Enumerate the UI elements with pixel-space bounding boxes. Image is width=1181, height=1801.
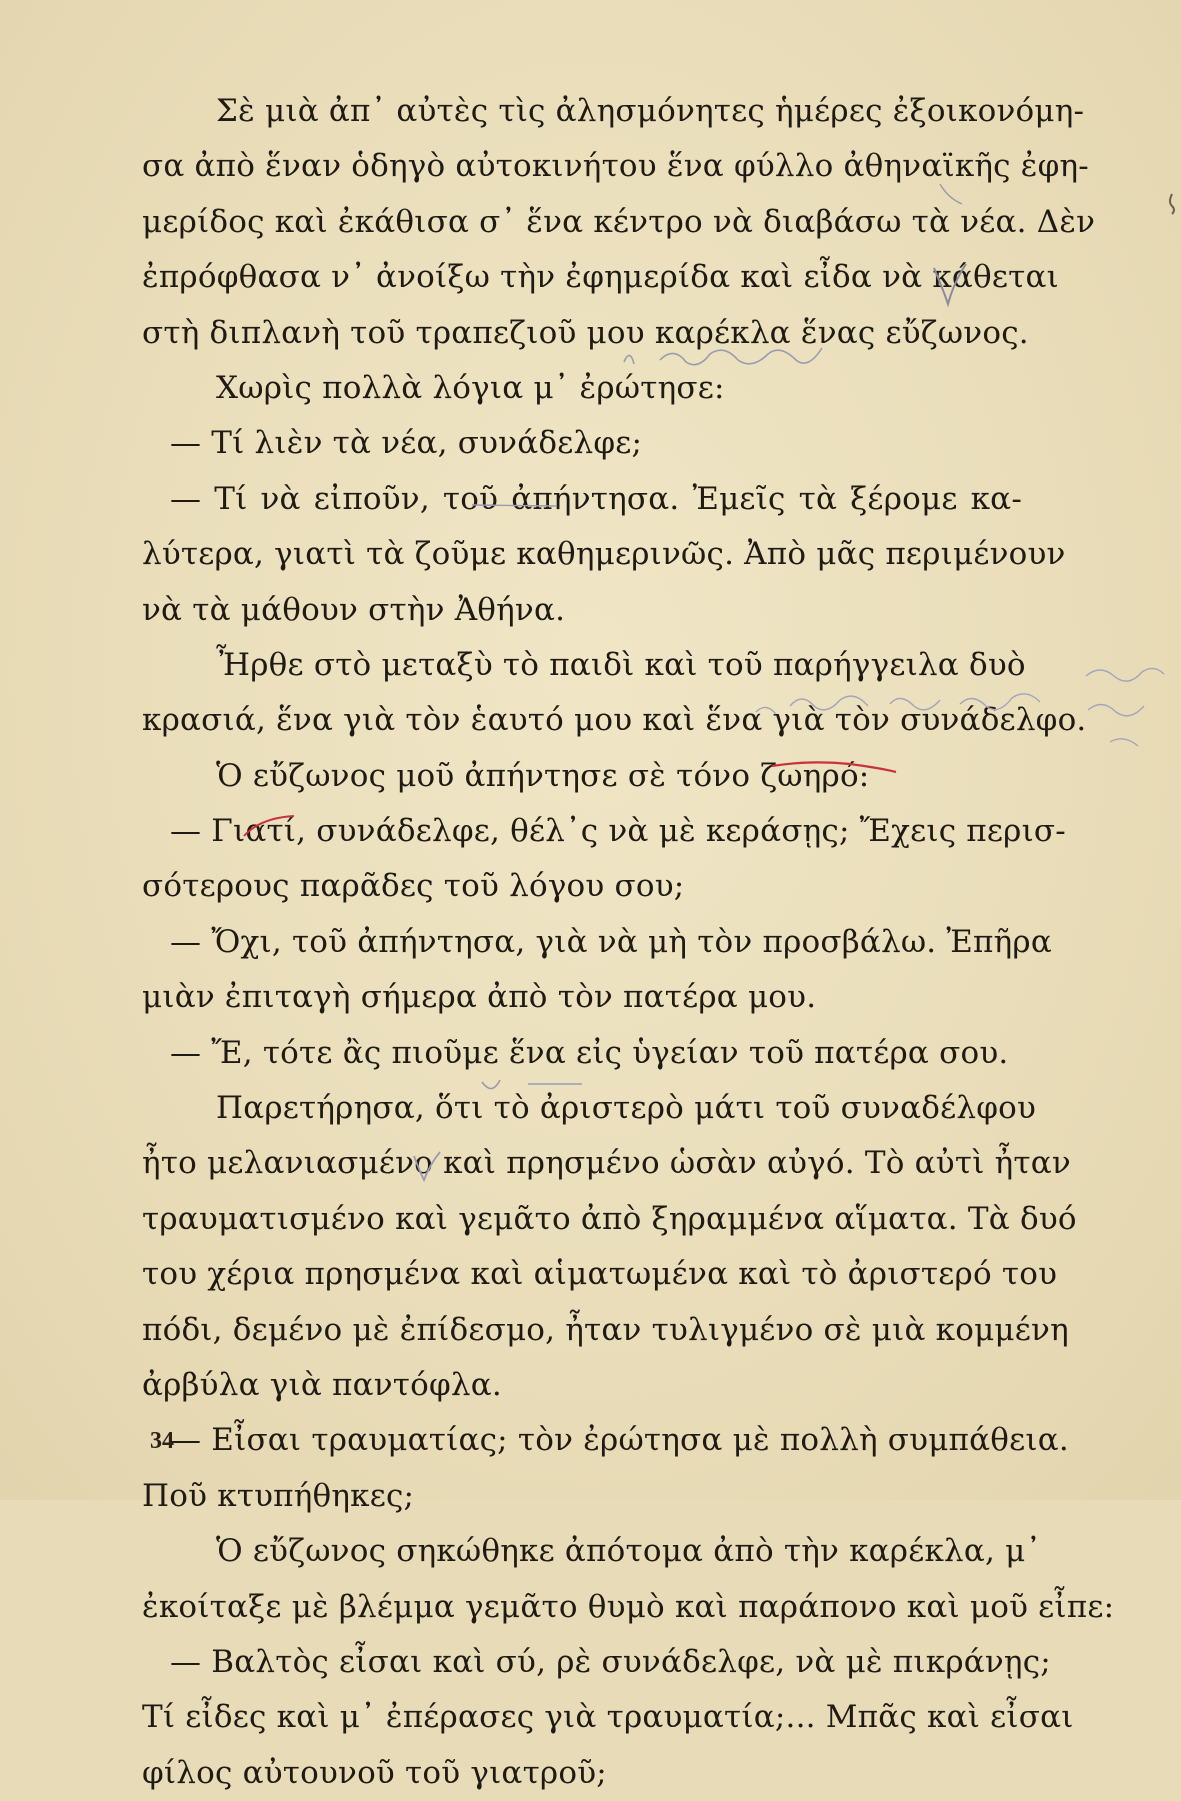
text-line: ἐπρόφθασα ν᾽ ἀνοίξω τὴν ἐφημερίδα καὶ εἶδα νὰ κάθεται	[142, 259, 1060, 296]
text-line: — Γιατί, συνάδελφε, θέλ᾽ς νὰ μὲ κεράσῃς; Ἔχεις περισ-	[170, 813, 1066, 850]
text-line: Ἦρθε στὸ μεταξὺ τὸ παιδὶ καὶ τοῦ παρήγγειλα δυὸ	[216, 646, 1026, 683]
page-number: 34	[150, 1428, 174, 1454]
text-line: — Εἶσαι τραυματίας; τὸν ἐρώτησα μὲ πολλὴ συμπάθεια.	[170, 1422, 1069, 1459]
text-line: Ὁ εὔζωνος σηκώθηκε ἀπότομα ἀπὸ τὴν καρέκλα, μ᾽	[216, 1533, 1042, 1570]
text-line: πόδι, δεμένο μὲ ἐπίδεσμο, ἦταν τυλιγμένο σὲ μιὰ κομμένη	[142, 1311, 1069, 1348]
text-line: — Τί νὰ εἰποῦν, τοῦ ἀπήντησα. Ἐμεῖς τὰ ξέρομε κα-	[170, 480, 1022, 517]
text-line: μερίδος καὶ ἐκάθισα σ᾽ ἕνα κέντρο νὰ διαβάσω τὰ νέα. Δὲν	[142, 203, 1096, 240]
text-line: σα ἀπὸ ἕναν ὁδηγὸ αὐτοκινήτου ἕνα φύλλο ἀθηναϊκῆς ἐφη-	[142, 148, 1089, 185]
text-line: στὴ διπλανὴ τοῦ τραπεζιοῦ μου καρέκλα ἕνας εὔζωνος.	[142, 314, 1029, 351]
text-line: ἐκοίταξε μὲ βλέμμα γεμᾶτο θυμὸ καὶ παράπονο καὶ μοῦ εἶπε:	[142, 1588, 1115, 1625]
text-block	[142, 84, 1115, 1801]
text-line: Τί εἶδες καὶ μ᾽ ἐπέρασες γιὰ τραυματία;... Μπᾶς καὶ εἶσαι	[142, 1699, 1074, 1736]
text-line: — Ἔ, τότε ἂς πιοῦμε ἕνα εἰς ὑγείαν τοῦ πατέρα σου.	[170, 1034, 1009, 1071]
page-edge-mark	[1166, 192, 1178, 216]
text-line: τραυματισμένο καὶ γεμᾶτο ἀπὸ ξηραμμένα αἵματα. Τὰ δυό	[142, 1200, 1077, 1237]
text-line: — Βαλτὸς εἶσαι καὶ σύ, ρὲ συνάδελφε, νὰ μὲ πικράνῃς;	[170, 1643, 1051, 1680]
text-line: Σὲ μιὰ ἀπ᾽ αὐτὲς τὶς ἀλησμόνητες ἡμέρες ἐξοικονόμη-	[216, 93, 1085, 129]
text-line: του χέρια πρησμένα καὶ αἱματωμένα καὶ τὸ ἀριστερό του	[142, 1256, 1058, 1293]
text-line: κρασιά, ἕνα γιὰ τὸν ἑαυτό μου καὶ ἕνα γιὰ τὸν συνάδελφο.	[142, 702, 1087, 739]
text-line: — Τί λιὲν τὰ νέα, συνάδελφε;	[170, 425, 643, 462]
text-line: λύτερα, γιατὶ τὰ ζοῦμε καθημερινῶς. Ἀπὸ μᾶς περιμένουν	[142, 536, 1066, 573]
text-line: μιὰν ἐπιταγὴ σήμερα ἀπὸ τὸν πατέρα μου.	[142, 979, 817, 1016]
text-line: Ποῦ κτυπήθηκες;	[142, 1477, 415, 1514]
text-line: Παρετήρησα, ὅτι τὸ ἀριστερὸ μάτι τοῦ συναδέλφου	[216, 1090, 1037, 1127]
text-line: σότερους παρᾶδες τοῦ λόγου σου;	[142, 868, 685, 905]
text-line: νὰ τὰ μάθουν στὴν Ἀθήνα.	[142, 591, 566, 628]
text-line: φίλος αὐτουνοῦ τοῦ γιατροῦ;	[142, 1754, 607, 1791]
text-line: ἀρβύλα γιὰ παντόφλα.	[142, 1366, 502, 1403]
text-line: Ὁ εὔζωνος μοῦ ἀπήντησε σὲ τόνο ζωηρό:	[216, 757, 870, 794]
text-line: Χωρὶς πολλὰ λόγια μ᾽ ἐρώτησε:	[216, 369, 725, 406]
text-line: — Ὄχι, τοῦ ἀπήντησα, γιὰ νὰ μὴ τὸν προσβάλω. Ἐπῆρα	[170, 923, 1052, 960]
text-line: ἦτο μελανιασμένο καὶ πρησμένο ὡσὰν αὐγό. Τὸ αὐτὶ ἦταν	[142, 1145, 1071, 1182]
pencil-right-margin-note	[1080, 662, 1170, 762]
